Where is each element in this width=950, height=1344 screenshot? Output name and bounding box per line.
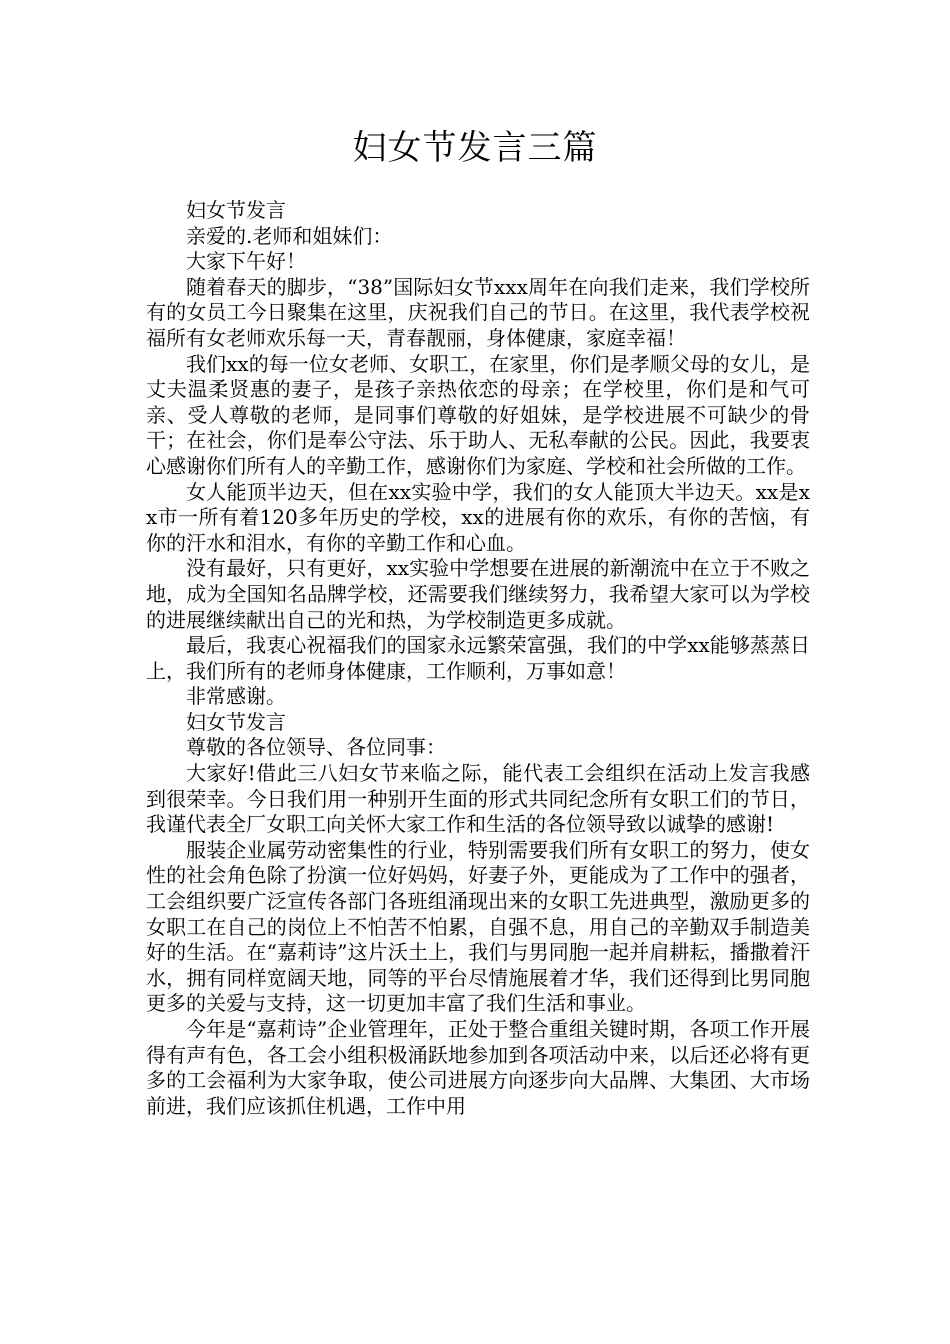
paragraph: 随着春天的脚步，“38”国际妇女节xxx周年在向我们走来，我们学校所有的女员工今日聚集在这里，庆祝我们自己的节日。在这里，我代表学校祝福所有女老师欢乐每一天，青春靓丽，身体健康，家庭幸福！ — [146, 274, 810, 350]
paragraph: 服装企业属劳动密集性的行业，特别需要我们所有女职工的努力，使女性的社会角色除了扮演一位好妈妈，好妻子外，更能成为了工作中的强者，工会组织要广泛宣传各部门各班组涌现出来的女职工先进典型，激励更多的女职工在自己的岗位上不怕苦不怕累，自强不息，用自己的辛勤双手制造美好的生活。在“嘉莉诗”这片沃土上，我们与男同胞一起并肩耕耘，播撒着汗水，拥有同样宽阔天地，同等的平台尽情施展着才华，我们还得到比男同胞更多的关爱与支持，这一切更加丰富了我们生活和事业。 — [146, 837, 810, 1016]
paragraph-closing-1: 非常感谢。 — [186, 684, 286, 709]
paragraph-salutation-2: 尊敬的各位领导、各位同事： — [186, 735, 446, 760]
paragraph: 我们xx的每一位女老师、女职工，在家里，你们是孝顺父母的女儿，是丈夫温柔贤惠的妻子，是孩子亲热依恋的母亲；在学校里，你们是和气可亲、受人尊敬的老师，是同事们尊敬的好姐妹，是学校进展不可缺少的骨干；在社会，你们是奉公守法、乐于助人、无私奉献的公民。因此，我要衷心感谢你们所有人的辛勤工作，感谢你们为家庭、学校和社会所做的工作。 — [146, 351, 810, 478]
paragraph-greeting-1: 大家下午好！ — [186, 249, 306, 274]
paragraph-heading-1: 妇女节发言 — [186, 198, 286, 222]
document-title: 妇女节发言三篇 — [352, 128, 598, 168]
paragraph-salutation-1: 亲爱的.老师和姐妹们： — [186, 223, 393, 248]
paragraph: 今年是“嘉莉诗”企业管理年，正处于整合重组关键时期，各项工作开展得有声有色，各工会小组积极涌跃地参加到各项活动中来，以后还必将有更多的工会福利为大家争取，使公司进展方向逐步向大品牌、大集团、大市场前进，我们应该抓住机遇，工作中用 — [146, 1017, 810, 1118]
paragraph-heading-2: 妇女节发言 — [186, 709, 286, 734]
paragraph: 大家好!借此三八妇女节来临之际，能代表工会组织在活动上发言我感到很荣幸。今日我们用一种别开生面的形式共同纪念所有女职工们的节日，我谨代表全厂女职工向关怀大家工作和生活的各位领导致以诚挚的感谢! — [146, 761, 810, 837]
paragraph: 没有最好，只有更好，xx实验中学想要在进展的新潮流中在立于不败之地，成为全国知名品牌学校，还需要我们继续努力，我希望大家可以为学校的进展继续献出自己的光和热，为学校制造更多成就。 — [146, 556, 810, 632]
paragraph: 女人能顶半边天，但在xx实验中学，我们的女人能顶大半边天。xx是xx市一所有着120多年历史的学校，xx的进展有你的欢乐，有你的苦恼，有你的汗水和泪水，有你的辛勤工作和心血。 — [146, 479, 810, 555]
document-body — [146, 198, 810, 1119]
paragraph: 最后，我衷心祝福我们的国家永远繁荣富强，我们的中学xx能够蒸蒸日上，我们所有的老师身体健康，工作顺利，万事如意！ — [146, 633, 810, 683]
